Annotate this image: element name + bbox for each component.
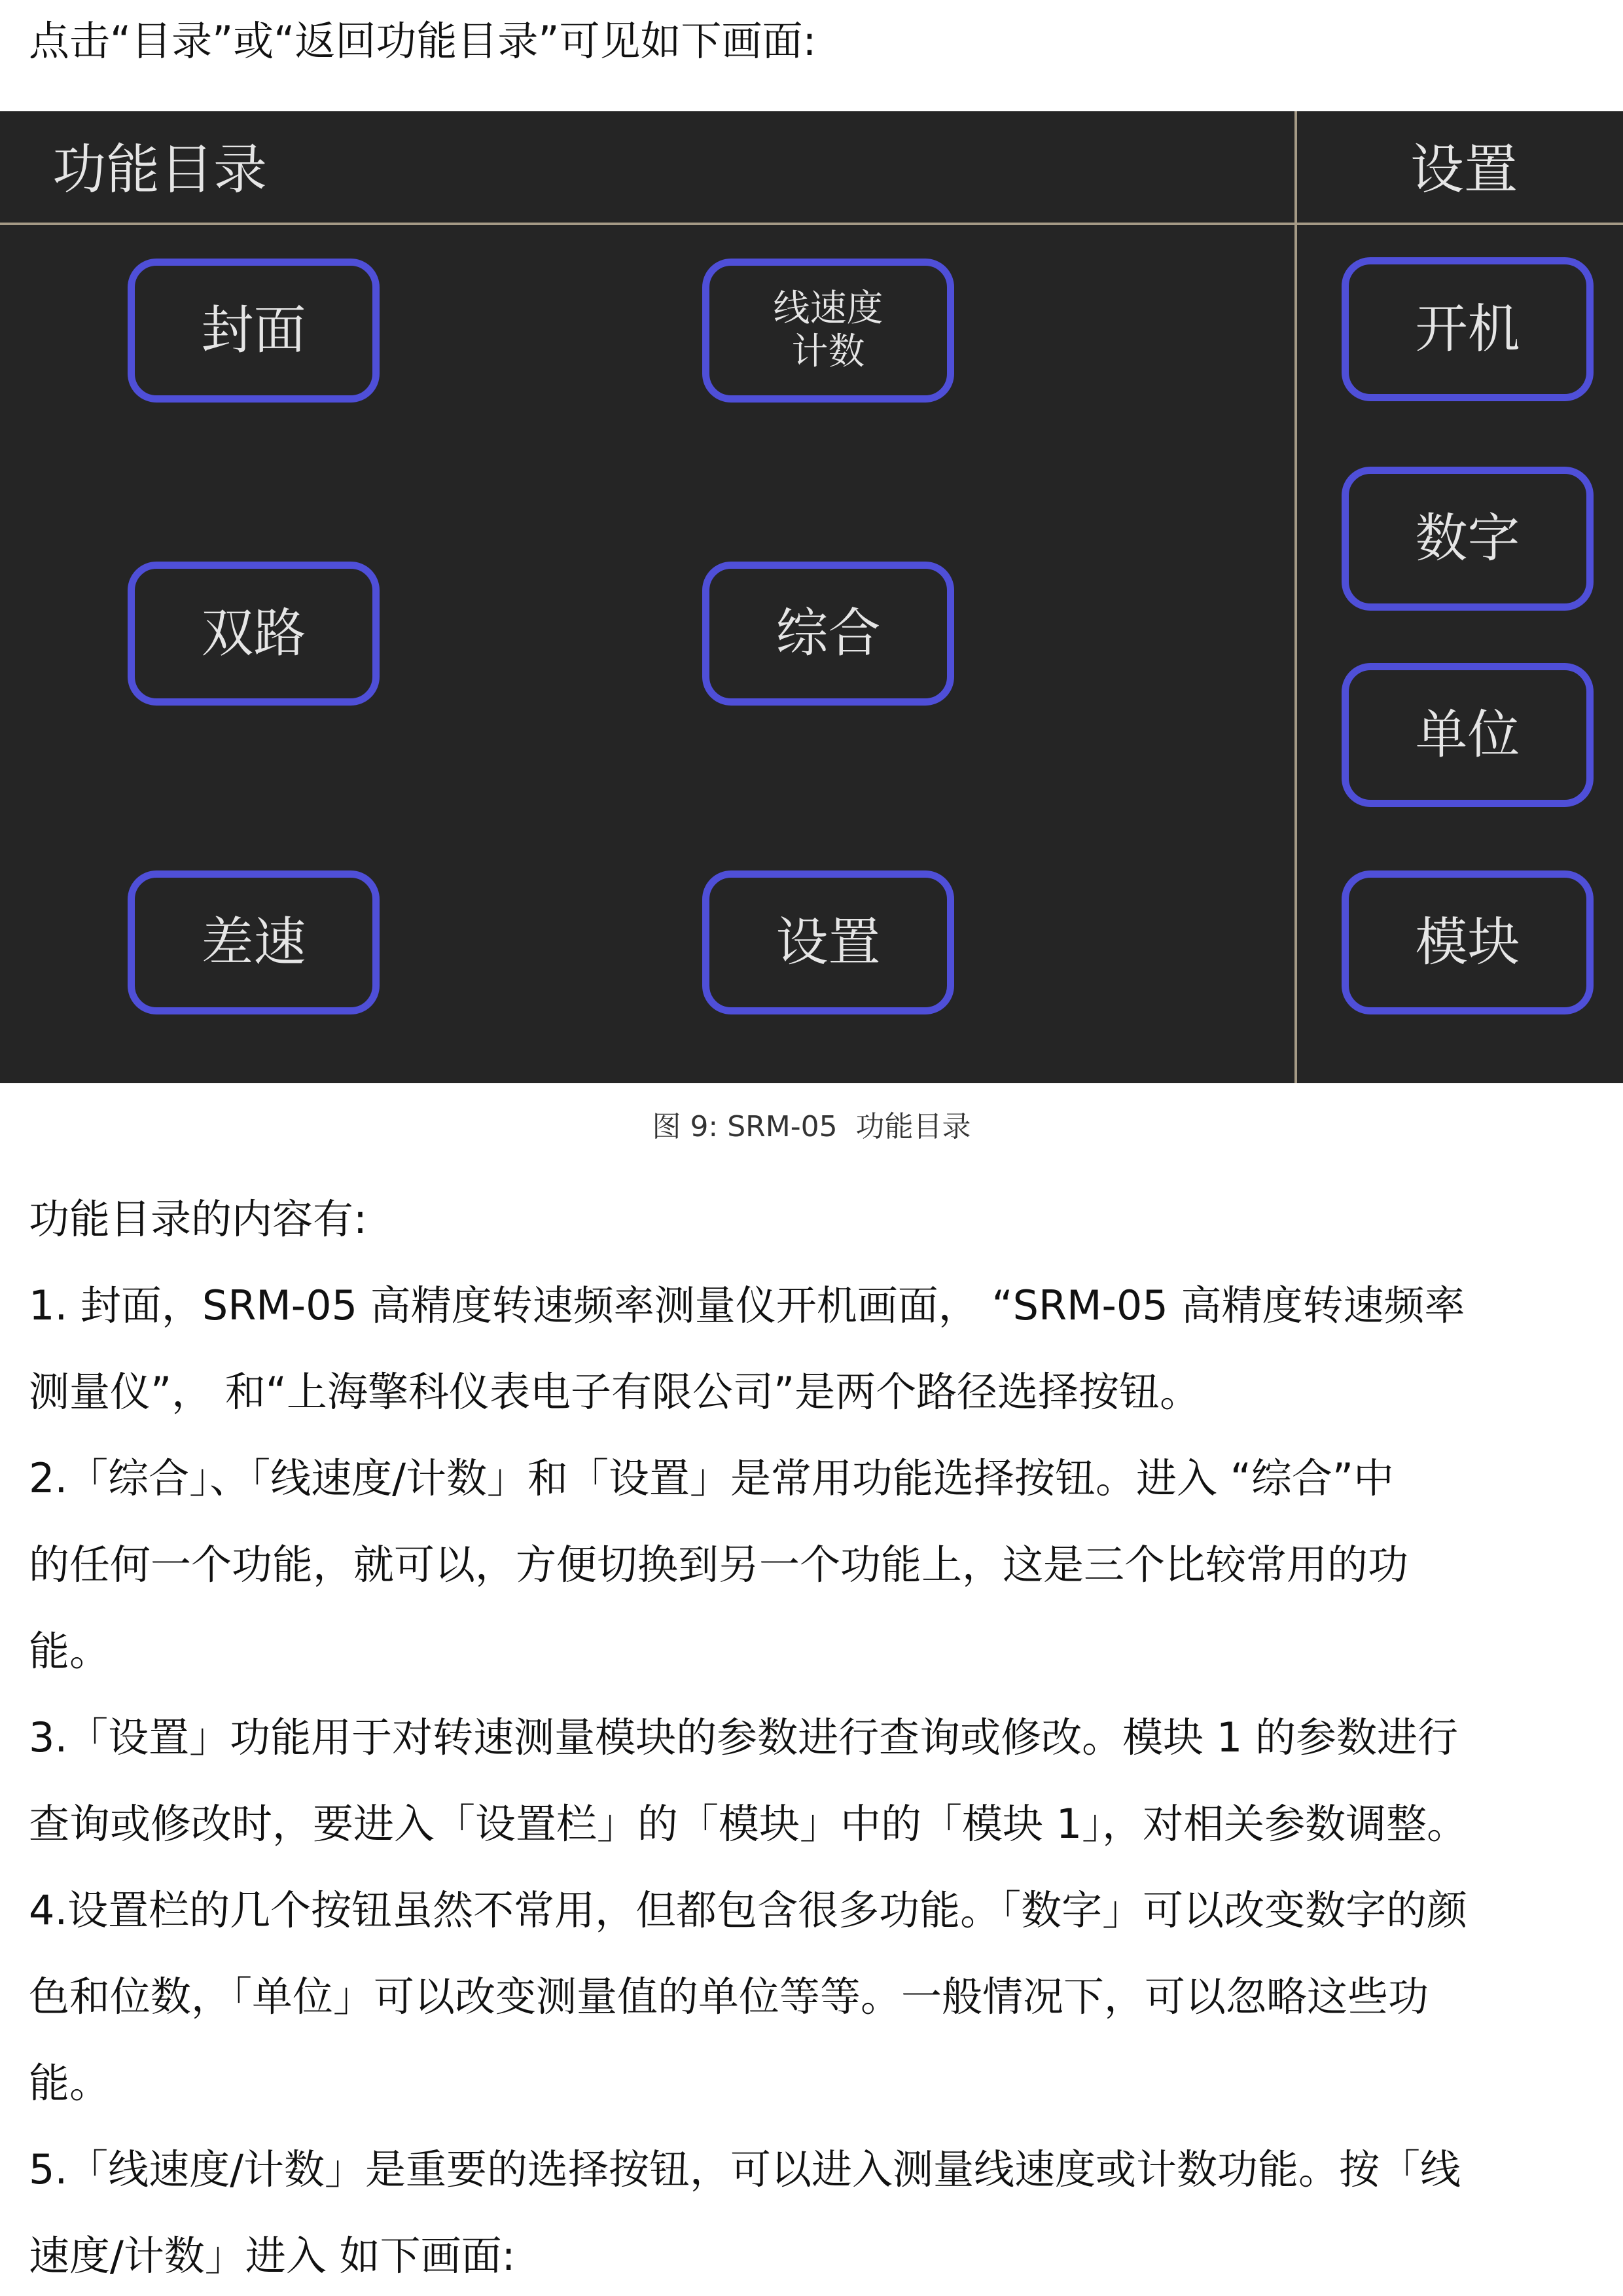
function-menu-screen [0, 111, 1623, 1083]
dual-channel-label: 双路 [201, 603, 306, 664]
body-line: 查询或修改时，要进入「设置栏」的「模块」中的「模块 1」，对相关参数调整。 [29, 1800, 1468, 1848]
settings-column-title: 设置 [1410, 139, 1518, 201]
header-divider [0, 223, 1623, 225]
combined-button[interactable] [702, 562, 954, 706]
body-line: 1. 封面，SRM-05 高精度转速频率测量仪开机画面， “SRM-05 高精度转速频率 [29, 1282, 1465, 1329]
body-line: 2.「综合」、「线速度/计数」和「设置」是常用功能选择按钮。进入 “综合”中 [29, 1454, 1394, 1502]
settings-button[interactable] [702, 870, 954, 1014]
body-line: 4.设置栏的几个按钮虽然不常用，但都包含很多功能。「数字」可以改变数字的颜 [29, 1886, 1468, 1934]
intro-text: 点击“目录”或“返回功能目录”可见如下画面: [29, 17, 817, 65]
cover-button-label: 封面 [201, 300, 306, 361]
body-line: 速度/计数」进入 如下画面: [29, 2232, 516, 2280]
vertical-divider [1294, 111, 1297, 1083]
settings-label: 设置 [776, 912, 881, 973]
module-label: 模块 [1415, 912, 1520, 973]
power-on-button[interactable] [1342, 257, 1594, 401]
line-speed-label: 线速度 [773, 287, 883, 330]
unit-button[interactable] [1342, 663, 1594, 807]
power-on-label: 开机 [1415, 298, 1520, 359]
body-line: 功能目录的内容有: [29, 1195, 367, 1243]
unit-label: 单位 [1415, 704, 1520, 765]
line-speed-count-button[interactable] [702, 259, 954, 403]
combined-label: 综合 [776, 603, 881, 664]
diff-speed-label: 差速 [201, 912, 306, 973]
count-label: 计数 [791, 331, 865, 373]
body-line: 的任何一个功能，就可以，方便切换到另一个功能上，这是三个比较常用的功 [29, 1541, 1409, 1588]
body-line: 5.「线速度/计数」是重要的选择按钮，可以进入测量线速度或计数功能。按「线 [29, 2145, 1461, 2193]
module-button[interactable] [1342, 870, 1594, 1014]
body-line: 色和位数，「单位」可以改变测量值的单位等等。一般情况下，可以忽略这些功 [29, 1973, 1429, 2020]
dual-channel-button[interactable] [128, 562, 380, 706]
digits-label: 数字 [1415, 508, 1520, 569]
screen-title: 功能目录 [52, 139, 268, 201]
body-line: 3.「设置」功能用于对转速测量模块的参数进行查询或修改。模块 1 的参数进行 [29, 1713, 1459, 1761]
figure-caption: 图 9: SRM-05 功能目录 [652, 1110, 971, 1143]
digits-button[interactable] [1342, 467, 1594, 611]
body-line: 测量仪”， 和“上海擎科仪表电子有限公司”是两个路径选择按钮。 [29, 1368, 1201, 1416]
diff-speed-button[interactable] [128, 870, 380, 1014]
body-line: 能。 [29, 2059, 111, 2107]
body-line: 能。 [29, 1627, 111, 1675]
cover-button[interactable] [128, 259, 380, 403]
